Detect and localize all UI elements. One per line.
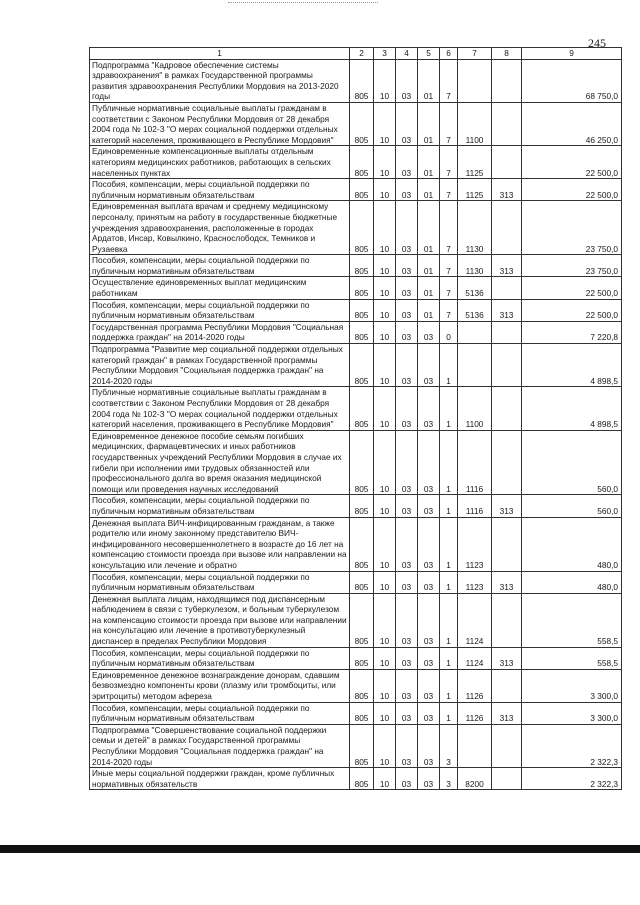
cell-subsection-code: 03 (396, 179, 418, 201)
cell-amount: 22 500,0 (522, 146, 622, 179)
table-row (90, 647, 622, 669)
cell-subsection-code: 03 (396, 647, 418, 669)
cell-subsection-code: 03 (396, 495, 418, 517)
cell-ministry-code: 805 (350, 517, 374, 571)
table-row (90, 277, 622, 299)
table-row (90, 430, 622, 495)
row-name: Пособия, компенсации, меры социальной поддержки по публичным нормативным обязательствам (90, 702, 350, 724)
cell-subsection-code: 03 (396, 387, 418, 430)
cell-ministry-code: 805 (350, 255, 374, 277)
cell-ministry-code: 805 (350, 299, 374, 321)
cell-program-code: 03 (418, 768, 440, 790)
cell-subprogram-code: 7 (440, 146, 458, 179)
cell-expense-type-code: 313 (492, 571, 522, 593)
cell-section-code: 10 (374, 321, 396, 343)
cell-amount: 46 250,0 (522, 102, 622, 145)
table-row (90, 387, 622, 430)
cell-section-code: 10 (374, 430, 396, 495)
cell-target-code (458, 724, 492, 767)
cell-ministry-code: 805 (350, 179, 374, 201)
cell-expense-type-code (492, 768, 522, 790)
cell-subsection-code: 03 (396, 201, 418, 255)
cell-expense-type-code: 313 (492, 299, 522, 321)
row-name: Публичные нормативные социальные выплаты гражданам в соответствии с Законом Республики Мордовия от 28 декабря 2004 года № 102-З "О мерах социальной поддержки отдельных категорий населения, проживающего в Республике Мордовия" (90, 102, 350, 145)
cell-program-code: 03 (418, 593, 440, 647)
cell-subprogram-code: 7 (440, 59, 458, 102)
cell-expense-type-code (492, 517, 522, 571)
column-number: 4 (396, 48, 418, 60)
cell-section-code: 10 (374, 702, 396, 724)
table-row (90, 495, 622, 517)
cell-expense-type-code (492, 344, 522, 387)
cell-amount: 480,0 (522, 517, 622, 571)
table-row (90, 299, 622, 321)
cell-subsection-code: 03 (396, 571, 418, 593)
budget-table (89, 47, 622, 790)
cell-program-code: 01 (418, 179, 440, 201)
cell-subsection-code: 03 (396, 768, 418, 790)
cell-amount: 558,5 (522, 647, 622, 669)
cell-subsection-code: 03 (396, 59, 418, 102)
row-name: Государственная программа Республики Мордовия "Социальная поддержка граждан" на 2014-2020 годы (90, 321, 350, 343)
table-row (90, 571, 622, 593)
cell-subprogram-code: 1 (440, 344, 458, 387)
cell-target-code: 8200 (458, 768, 492, 790)
table-row (90, 59, 622, 102)
cell-subsection-code: 03 (396, 669, 418, 702)
cell-section-code: 10 (374, 724, 396, 767)
cell-subprogram-code: 7 (440, 179, 458, 201)
cell-amount: 7 220,8 (522, 321, 622, 343)
column-number-row (90, 48, 622, 60)
cell-ministry-code: 805 (350, 647, 374, 669)
column-number: 8 (492, 48, 522, 60)
cell-ministry-code: 805 (350, 768, 374, 790)
cell-target-code: 1116 (458, 430, 492, 495)
cell-target-code: 1116 (458, 495, 492, 517)
cell-amount: 68 750,0 (522, 59, 622, 102)
cell-subprogram-code: 1 (440, 571, 458, 593)
cell-subprogram-code: 1 (440, 702, 458, 724)
cell-expense-type-code (492, 593, 522, 647)
cell-expense-type-code: 313 (492, 647, 522, 669)
table-row (90, 768, 622, 790)
row-name: Подпрограмма "Развитие мер социальной поддержки отдельных категорий граждан" в рамках Государственной программы Республики Мордовия "Социальная поддержка граждан" на 2014-2020 годы (90, 344, 350, 387)
cell-program-code: 01 (418, 201, 440, 255)
cell-expense-type-code (492, 669, 522, 702)
cell-program-code: 03 (418, 724, 440, 767)
cell-subprogram-code: 7 (440, 102, 458, 145)
cell-ministry-code: 805 (350, 571, 374, 593)
table-row (90, 255, 622, 277)
cell-section-code: 10 (374, 201, 396, 255)
cell-subsection-code: 03 (396, 321, 418, 343)
row-name: Пособия, компенсации, меры социальной поддержки по публичным нормативным обязательствам (90, 647, 350, 669)
cell-program-code: 03 (418, 321, 440, 343)
cell-subprogram-code: 7 (440, 201, 458, 255)
cell-amount: 560,0 (522, 430, 622, 495)
cell-target-code: 1123 (458, 517, 492, 571)
cell-ministry-code: 805 (350, 724, 374, 767)
column-number: 2 (350, 48, 374, 60)
cell-amount: 4 898,5 (522, 344, 622, 387)
cell-subsection-code: 03 (396, 430, 418, 495)
scan-top-marks (228, 2, 378, 7)
cell-target-code: 1130 (458, 255, 492, 277)
row-name: Денежная выплата ВИЧ-инфицированным гражданам, а также родителю или иному законному представителю ВИЧ-инфицированного несовершеннолетнего в возрасте до 16 лет на компенсацию стоимости проезда при вызове или направлении на консультацию или лечение и обратно (90, 517, 350, 571)
row-name: Подпрограмма "Совершенствование социальной поддержки семьи и детей" в рамках Государственной программы Республики Мордовия "Социальная поддержка граждан" на 2014-2020 годы (90, 724, 350, 767)
cell-program-code: 03 (418, 430, 440, 495)
cell-program-code: 03 (418, 702, 440, 724)
row-name: Осуществление единовременных выплат медицинским работникам (90, 277, 350, 299)
cell-target-code: 1124 (458, 593, 492, 647)
scan-bottom-bar (0, 845, 640, 853)
cell-subsection-code: 03 (396, 517, 418, 571)
cell-amount: 4 898,5 (522, 387, 622, 430)
cell-ministry-code: 805 (350, 702, 374, 724)
table-row (90, 321, 622, 343)
table-row (90, 593, 622, 647)
cell-amount: 23 750,0 (522, 201, 622, 255)
cell-subprogram-code: 7 (440, 299, 458, 321)
cell-program-code: 03 (418, 647, 440, 669)
cell-target-code: 1125 (458, 179, 492, 201)
cell-program-code: 03 (418, 571, 440, 593)
cell-target-code: 1126 (458, 702, 492, 724)
cell-subsection-code: 03 (396, 344, 418, 387)
table-row (90, 517, 622, 571)
cell-program-code: 01 (418, 255, 440, 277)
cell-section-code: 10 (374, 299, 396, 321)
cell-program-code: 03 (418, 387, 440, 430)
cell-section-code: 10 (374, 571, 396, 593)
cell-target-code: 1100 (458, 387, 492, 430)
cell-section-code: 10 (374, 344, 396, 387)
cell-subprogram-code: 3 (440, 724, 458, 767)
cell-ministry-code: 805 (350, 430, 374, 495)
row-name: Единовременное денежное вознаграждение донорам, сдавшим безвозмездно компоненты крови (плазму или тромбоциты, или эритроциты) методом афереза (90, 669, 350, 702)
cell-expense-type-code (492, 430, 522, 495)
cell-amount: 2 322,3 (522, 768, 622, 790)
cell-ministry-code: 805 (350, 102, 374, 145)
cell-amount: 3 300,0 (522, 702, 622, 724)
row-name: Пособия, компенсации, меры социальной поддержки по публичным нормативным обязательствам (90, 255, 350, 277)
cell-section-code: 10 (374, 517, 396, 571)
cell-expense-type-code (492, 201, 522, 255)
cell-expense-type-code (492, 321, 522, 343)
row-name: Пособия, компенсации, меры социальной поддержки по публичным нормативным обязательствам (90, 179, 350, 201)
cell-section-code: 10 (374, 277, 396, 299)
cell-expense-type-code (492, 102, 522, 145)
cell-target-code: 1123 (458, 571, 492, 593)
table-row (90, 702, 622, 724)
cell-amount: 22 500,0 (522, 277, 622, 299)
cell-expense-type-code: 313 (492, 702, 522, 724)
cell-section-code: 10 (374, 255, 396, 277)
cell-ministry-code: 805 (350, 495, 374, 517)
cell-program-code: 01 (418, 299, 440, 321)
cell-section-code: 10 (374, 179, 396, 201)
cell-program-code: 03 (418, 495, 440, 517)
column-number: 3 (374, 48, 396, 60)
row-name: Иные меры социальной поддержки граждан, кроме публичных нормативных обязательств (90, 768, 350, 790)
cell-amount: 560,0 (522, 495, 622, 517)
cell-program-code: 03 (418, 669, 440, 702)
cell-target-code: 1125 (458, 146, 492, 179)
cell-subsection-code: 03 (396, 299, 418, 321)
cell-section-code: 10 (374, 593, 396, 647)
cell-ministry-code: 805 (350, 593, 374, 647)
cell-expense-type-code: 313 (492, 179, 522, 201)
cell-section-code: 10 (374, 768, 396, 790)
cell-subprogram-code: 7 (440, 277, 458, 299)
cell-target-code (458, 321, 492, 343)
cell-subprogram-code: 1 (440, 495, 458, 517)
cell-ministry-code: 805 (350, 201, 374, 255)
cell-subprogram-code: 3 (440, 768, 458, 790)
row-name: Пособия, компенсации, меры социальной поддержки по публичным нормативным обязательствам (90, 571, 350, 593)
table-row (90, 344, 622, 387)
cell-subsection-code: 03 (396, 255, 418, 277)
table-row (90, 102, 622, 145)
row-name: Пособия, компенсации, меры социальной поддержки по публичным нормативным обязательствам (90, 299, 350, 321)
cell-target-code: 1100 (458, 102, 492, 145)
cell-program-code: 03 (418, 344, 440, 387)
cell-amount: 558,5 (522, 593, 622, 647)
cell-program-code: 01 (418, 102, 440, 145)
cell-expense-type-code (492, 387, 522, 430)
cell-expense-type-code (492, 277, 522, 299)
cell-subprogram-code: 1 (440, 517, 458, 571)
cell-amount: 23 750,0 (522, 255, 622, 277)
cell-expense-type-code: 313 (492, 255, 522, 277)
row-name: Публичные нормативные социальные выплаты гражданам в соответствии с Законом Республики Мордовия от 28 декабря 2004 года № 102-З "О мерах социальной поддержки отдельных категорий населения, проживающего в Республике Мордовия" (90, 387, 350, 430)
cell-expense-type-code (492, 59, 522, 102)
column-number: 9 (522, 48, 622, 60)
cell-expense-type-code (492, 146, 522, 179)
cell-section-code: 10 (374, 146, 396, 179)
cell-subsection-code: 03 (396, 146, 418, 179)
cell-section-code: 10 (374, 669, 396, 702)
row-name: Денежная выплата лицам, находящимся под диспансерным наблюдением в связи с туберкулезом, и больным туберкулезом на компенсацию стоимости проезда при вызове или направлении на консультацию или лечение в противотуберкулезный диспансер в пределах Республики Мордовия (90, 593, 350, 647)
row-name: Единовременное денежное пособие семьям погибших медицинских, фармацевтических и иных работников государственных учреждений Республики Мордовия в случае их гибели при исполнении ими трудовых обязанностей или профессионального долга во время оказания медицинской помощи или проведения научных исследований (90, 430, 350, 495)
cell-program-code: 03 (418, 517, 440, 571)
cell-subprogram-code: 1 (440, 430, 458, 495)
cell-ministry-code: 805 (350, 321, 374, 343)
column-number: 5 (418, 48, 440, 60)
table-row (90, 201, 622, 255)
cell-program-code: 01 (418, 277, 440, 299)
row-name: Единовременные компенсационные выплаты отдельным категориям медицинских работников, работающих в сельских населенных пунктах (90, 146, 350, 179)
page-number: 245 (588, 36, 606, 50)
cell-target-code: 1130 (458, 201, 492, 255)
table-row (90, 669, 622, 702)
row-name: Единовременная выплата врачам и среднему медицинскому персоналу, принятым на работу в государственные бюджетные учреждения здравоохранения, расположенные в городах Ардатов, Инсар, Ковылкино, Краснослободск, Темников и Рузаевка (90, 201, 350, 255)
cell-program-code: 01 (418, 146, 440, 179)
cell-target-code (458, 344, 492, 387)
cell-ministry-code: 805 (350, 669, 374, 702)
cell-target-code: 1124 (458, 647, 492, 669)
cell-target-code: 1126 (458, 669, 492, 702)
column-number: 6 (440, 48, 458, 60)
cell-ministry-code: 805 (350, 344, 374, 387)
cell-amount: 22 500,0 (522, 179, 622, 201)
cell-subprogram-code: 1 (440, 669, 458, 702)
cell-subsection-code: 03 (396, 593, 418, 647)
cell-ministry-code: 805 (350, 146, 374, 179)
table-row (90, 146, 622, 179)
cell-target-code: 5136 (458, 299, 492, 321)
cell-subprogram-code: 0 (440, 321, 458, 343)
cell-subprogram-code: 7 (440, 255, 458, 277)
cell-section-code: 10 (374, 387, 396, 430)
cell-subsection-code: 03 (396, 702, 418, 724)
table-row (90, 724, 622, 767)
cell-ministry-code: 805 (350, 277, 374, 299)
cell-subsection-code: 03 (396, 724, 418, 767)
cell-section-code: 10 (374, 59, 396, 102)
cell-subsection-code: 03 (396, 277, 418, 299)
row-name: Подпрограмма "Кадровое обеспечение системы здравоохранения" в рамках Государственной программы развития здравоохранения Республики Мордовия на 2013-2020 годы (90, 59, 350, 102)
cell-subprogram-code: 1 (440, 647, 458, 669)
column-number: 7 (458, 48, 492, 60)
cell-expense-type-code: 313 (492, 495, 522, 517)
column-number: 1 (90, 48, 350, 60)
cell-expense-type-code (492, 724, 522, 767)
cell-subprogram-code: 1 (440, 593, 458, 647)
cell-target-code (458, 59, 492, 102)
cell-program-code: 01 (418, 59, 440, 102)
cell-subprogram-code: 1 (440, 387, 458, 430)
cell-section-code: 10 (374, 102, 396, 145)
cell-amount: 2 322,3 (522, 724, 622, 767)
cell-amount: 480,0 (522, 571, 622, 593)
cell-section-code: 10 (374, 495, 396, 517)
cell-subsection-code: 03 (396, 102, 418, 145)
cell-amount: 3 300,0 (522, 669, 622, 702)
cell-ministry-code: 805 (350, 387, 374, 430)
cell-amount: 22 500,0 (522, 299, 622, 321)
cell-target-code: 5136 (458, 277, 492, 299)
cell-section-code: 10 (374, 647, 396, 669)
cell-ministry-code: 805 (350, 59, 374, 102)
row-name: Пособия, компенсации, меры социальной поддержки по публичным нормативным обязательствам (90, 495, 350, 517)
table-row (90, 179, 622, 201)
